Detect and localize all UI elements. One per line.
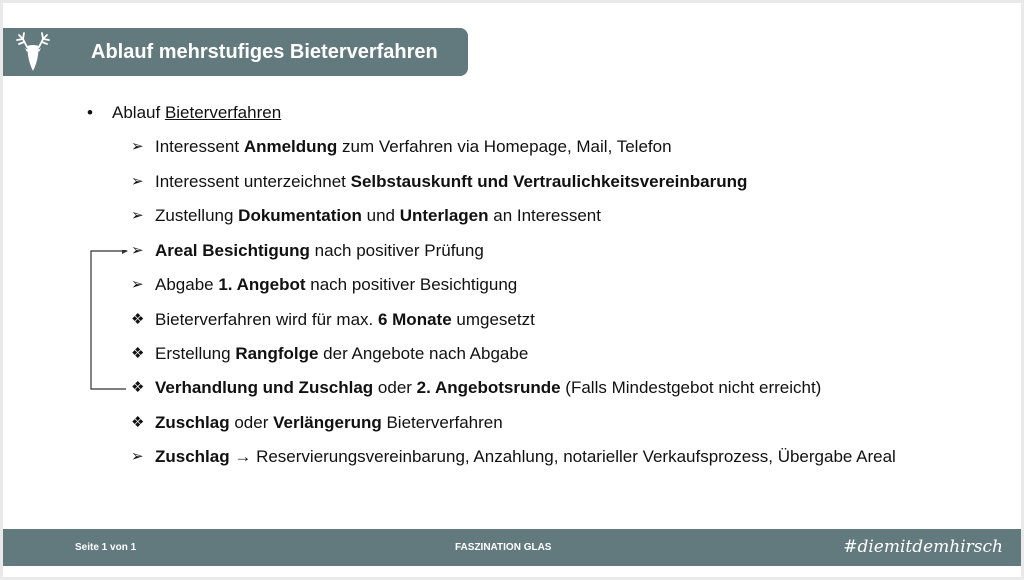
slide [3,3,1021,577]
footer-bar [3,529,1021,566]
content-area: • Ablauf Bieterverfahren ➢ Interessent Anmeldung zum Verfahren via Homepage, Mail, Telefon ➢ Interessent unterzeichnet Selbstauskunft und Vertraulichkeitsvereinbarung ➢ Zustellung Dokumentation und Unterlagen an Interessent ➢ Areal Besichtigung nach positiver Prüfung ➢ Abgabe 1. Angebot nach positiver Besichtigung ❖ Bieterverfahren wird für max. 6 Monate umgesetzt ❖ Erstellung Rangfolge der Angebote nach Abgabe ❖ Verhandlung und Zuschlag oder 2. Angebotsrunde (Falls Mindestgebot nicht erreicht) ❖ Zuschlag oder Verlängerung Bieterverfahren ➢ Zuschlag → Reservierungsvereinbarung, Anzahlung, notarieller Verkaufsprozess, Übergabe Areal [87,103,896,466]
slide-title: Ablauf mehrstufiges Bieterverfahren [91,41,438,63]
diamond-bullet-icon: ❖ [131,311,145,328]
level1-text: Ablauf Bieterverfahren [112,103,282,122]
diamond-bullet-icon: ❖ [131,414,145,431]
arrow-bullet-icon: ➢ [131,138,144,155]
arrow-bullet-icon: ➢ [131,276,144,293]
loop-back-arrow [90,250,130,390]
page-number: Seite 1 von 1 [75,542,137,553]
arrow-bullet-icon: ➢ [131,173,144,190]
company-name: FASZINATION GLAS [455,542,552,553]
arrow-bullet-icon: ➢ [131,207,144,224]
bullet-dot: • [87,103,93,122]
underlined-term: Bieterverfahren [164,103,282,122]
arrow-bullet-icon: ➢ [131,242,144,259]
diamond-bullet-icon: ❖ [131,379,145,396]
hashtag-signature: #diemitdemhirsch [843,537,1003,557]
diamond-bullet-icon: ❖ [131,345,145,362]
arrow-bullet-icon: ➢ [131,448,144,465]
